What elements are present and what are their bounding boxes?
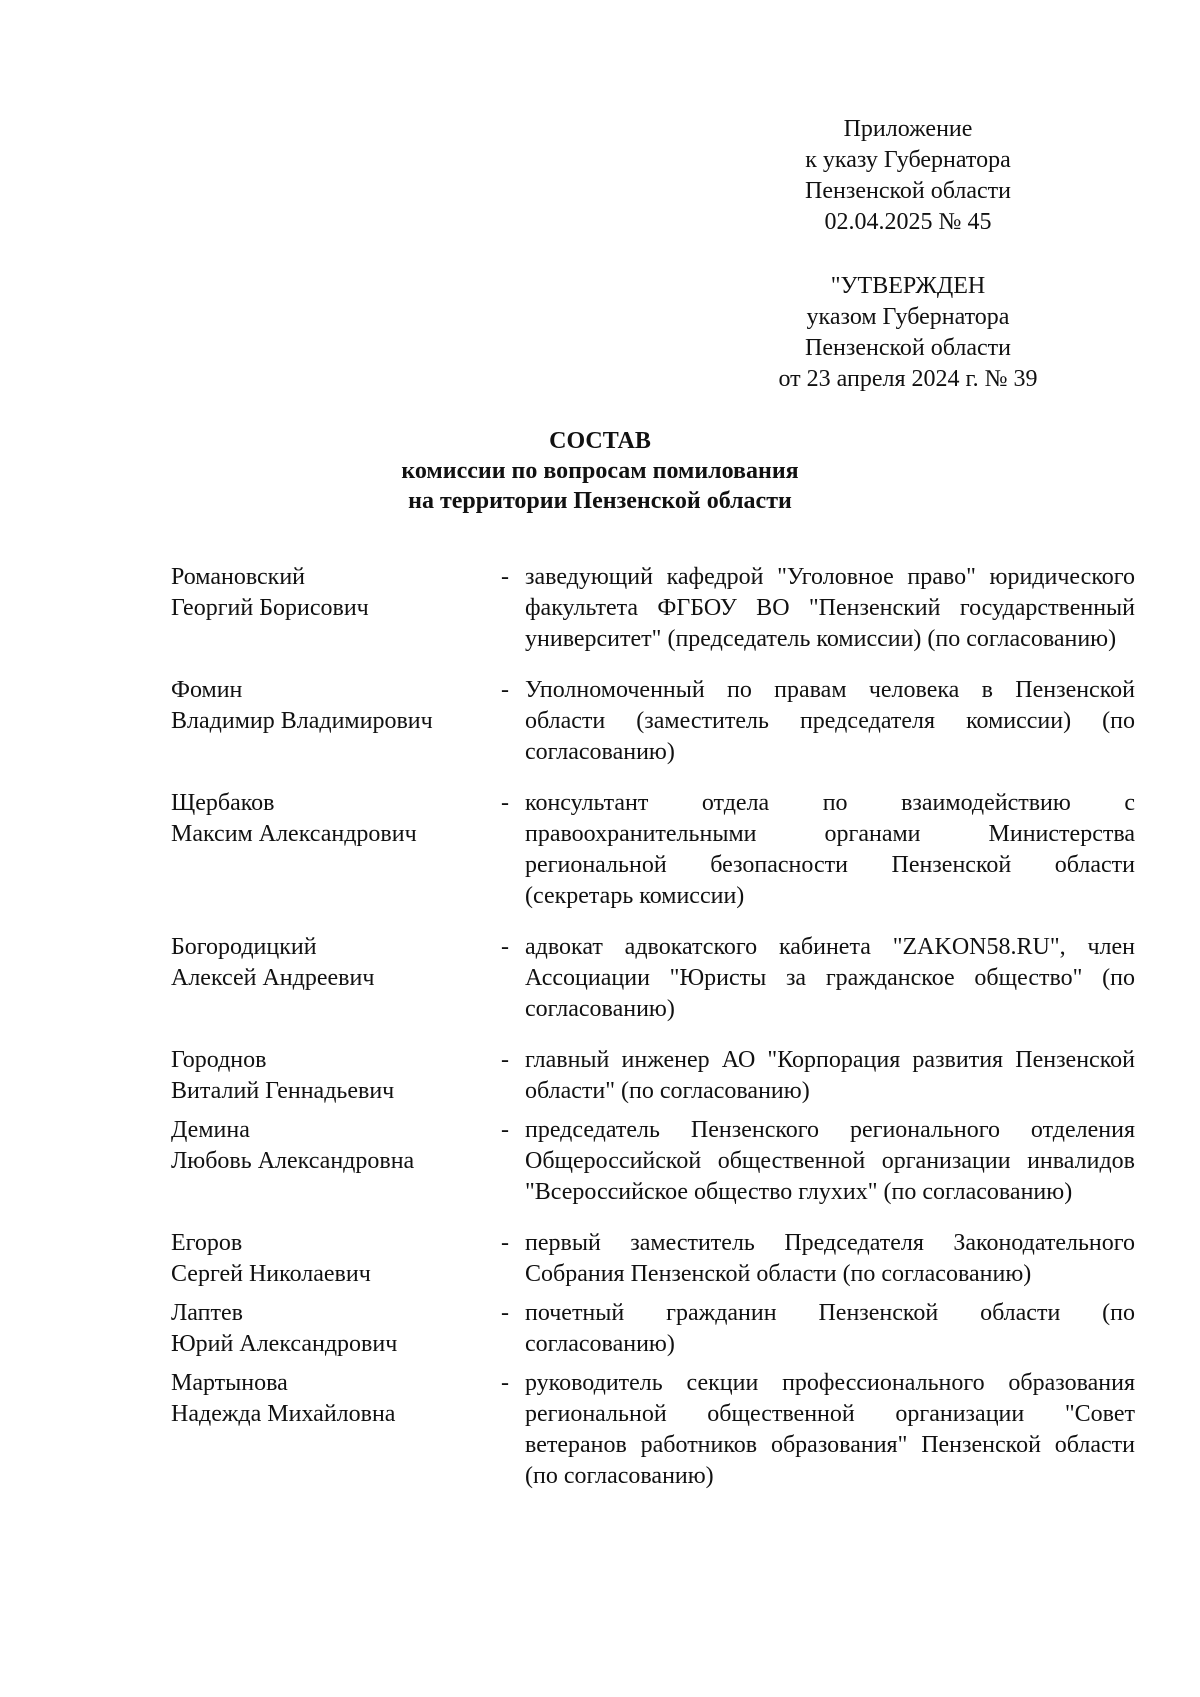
member-surname: Щербаков: [171, 790, 275, 816]
member-surname: Демина: [171, 1117, 250, 1143]
member-row: [171, 1045, 1135, 1107]
member-surname: Богородицкий: [171, 934, 317, 960]
member-given-names: Виталий Геннадьевич: [171, 1078, 395, 1104]
member-given-names: Любовь Александровна: [171, 1148, 415, 1174]
member-given-names: Юрий Александрович: [171, 1331, 398, 1357]
approval-date-number: от 23 апреля 2024 г. № 39: [778, 366, 1038, 392]
member-name: [171, 932, 501, 1025]
member-row: [171, 932, 1135, 1025]
member-surname: Фомин: [171, 677, 243, 703]
member-name: [171, 1045, 501, 1107]
member-position: Уполномоченный по правам человека в Пензенской области (заместитель председателя комиссии) (по согласованию): [525, 677, 1135, 765]
member-surname: Городнов: [171, 1047, 267, 1073]
member-row: [171, 788, 1135, 912]
appendix-line: Приложение: [843, 116, 973, 142]
member-name: [171, 562, 501, 655]
member-dash: -: [501, 1047, 509, 1073]
member-position: руководитель секции профессионального образования региональной общественной организации "Совет ветеранов работников образования" Пензенской области (по согласованию): [525, 1370, 1135, 1489]
member-dash: -: [501, 1117, 509, 1143]
member-given-names: Георгий Борисович: [171, 595, 369, 621]
member-dash: -: [501, 790, 509, 816]
member-given-names: Владимир Владимирович: [171, 708, 433, 734]
title-line: СОСТАВ: [549, 428, 651, 454]
member-name: [171, 675, 501, 768]
member-position: консультант отдела по взаимодействию с правоохранительными органами Министерства региональной безопасности Пензенской области (секретарь комиссии): [525, 790, 1135, 909]
member-name: [171, 788, 501, 912]
member-name: [171, 1228, 501, 1290]
title-line: на территории Пензенской области: [408, 488, 792, 514]
member-dash: -: [501, 677, 509, 703]
approval-line: указом Губернатора: [806, 304, 1010, 330]
member-given-names: Надежда Михайловна: [171, 1401, 396, 1427]
member-dash: -: [501, 1300, 509, 1326]
member-dash: -: [501, 1230, 509, 1256]
member-row: [171, 1115, 1135, 1208]
member-dash: -: [501, 934, 509, 960]
appendix-date-number: 02.04.2025 № 45: [824, 209, 992, 235]
approval-line: Пензенской области: [805, 335, 1011, 361]
member-row: [171, 1228, 1135, 1290]
member-name: [171, 1115, 501, 1208]
title-line: комиссии по вопросам помилования: [401, 458, 799, 484]
member-dash: -: [501, 564, 509, 590]
document-title: [0, 426, 1200, 516]
approval-line: "УТВЕРЖДЕН: [830, 273, 986, 299]
member-dash: -: [501, 1370, 509, 1396]
member-given-names: Максим Александрович: [171, 821, 417, 847]
member-name: [171, 1298, 501, 1360]
commission-member-list: [171, 562, 1135, 1492]
member-given-names: Сергей Николаевич: [171, 1261, 371, 1287]
member-position: почетный гражданин Пензенской области (по согласованию): [525, 1300, 1135, 1357]
member-position: заведующий кафедрой "Уголовное право" юридического факультета ФГБОУ ВО "Пензенский государственный университет" (председатель комиссии) (по согласованию): [525, 564, 1135, 652]
member-surname: Лаптев: [171, 1300, 243, 1326]
appendix-reference: [740, 114, 1076, 238]
member-surname: Егоров: [171, 1230, 243, 1256]
member-position: главный инженер АО "Корпорация развития Пензенской области" (по согласованию): [525, 1047, 1135, 1104]
member-position: адвокат адвокатского кабинета "ZAKON58.RU", член Ассоциации "Юристы за гражданское общество" (по согласованию): [525, 934, 1135, 1022]
member-row: [171, 1368, 1135, 1492]
member-position: первый заместитель Председателя Законодательного Собрания Пензенской области (по согласованию): [525, 1230, 1135, 1287]
member-surname: Романовский: [171, 564, 306, 590]
appendix-line: Пензенской области: [805, 178, 1011, 204]
member-row: [171, 675, 1135, 768]
member-surname: Мартынова: [171, 1370, 288, 1396]
member-row: [171, 562, 1135, 655]
member-position: председатель Пензенского регионального отделения Общероссийской общественной организации инвалидов "Всероссийское общество глухих" (по согласованию): [525, 1117, 1135, 1205]
member-name: [171, 1368, 501, 1492]
appendix-line: к указу Губернатора: [805, 147, 1011, 173]
member-row: [171, 1298, 1135, 1360]
approval-stamp-text: [740, 271, 1076, 395]
member-given-names: Алексей Андреевич: [171, 965, 375, 991]
